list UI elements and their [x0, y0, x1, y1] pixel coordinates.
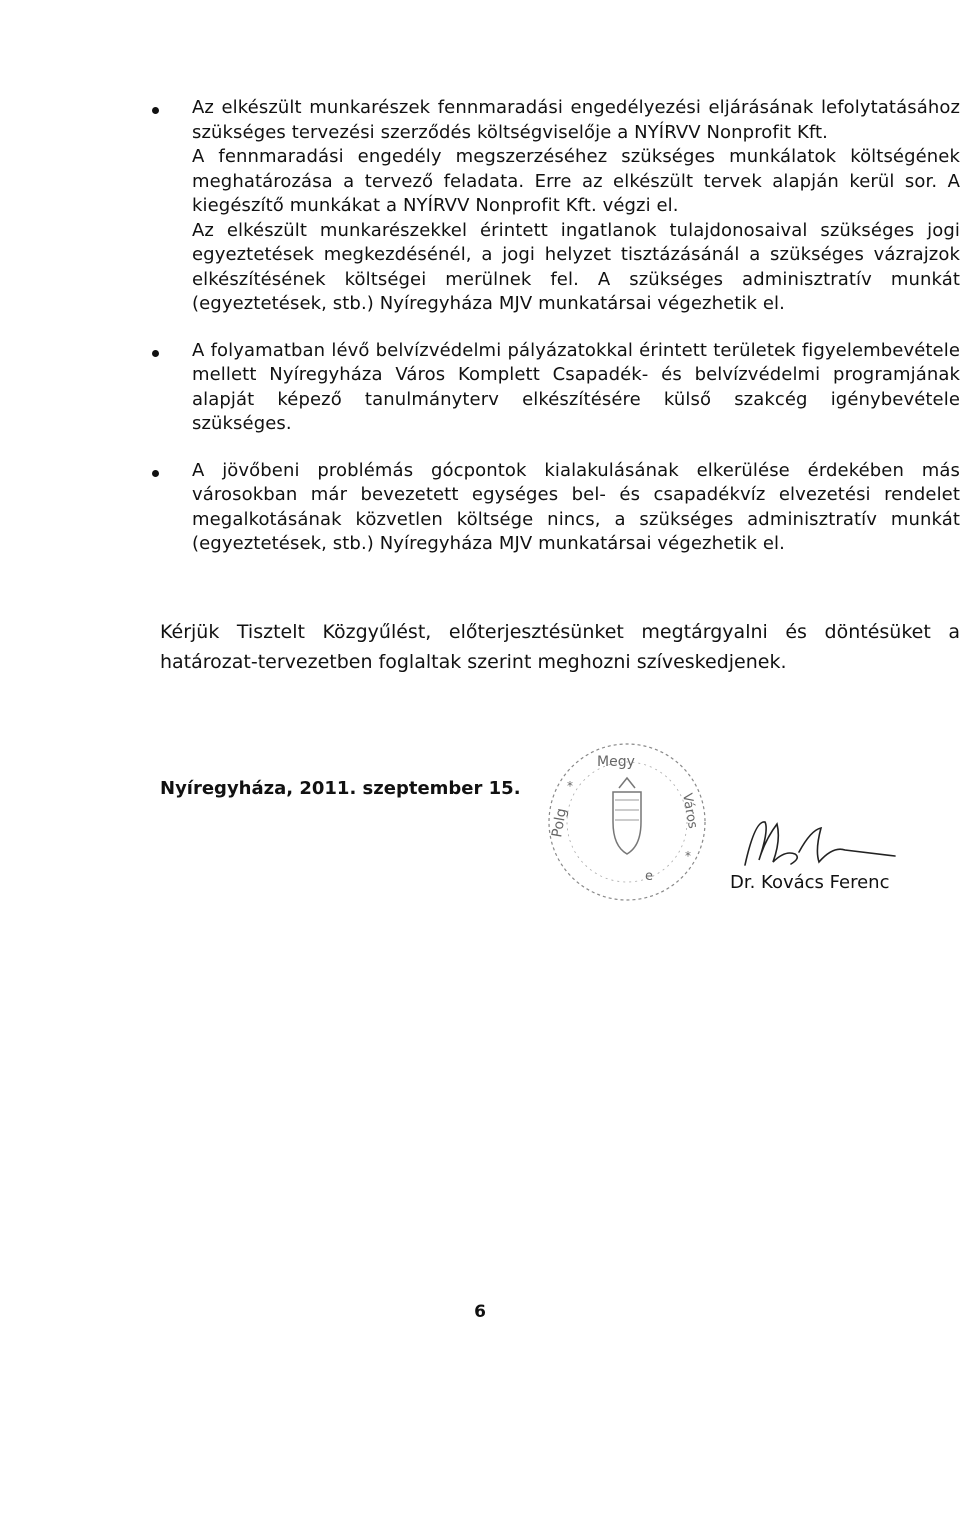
- bullet-dot-icon: [152, 470, 159, 477]
- svg-text:Város: Város: [679, 792, 701, 830]
- svg-text:Polg: Polg: [549, 807, 571, 839]
- list-item: [148, 96, 960, 317]
- list-item: [148, 339, 960, 437]
- closing-paragraph: Kérjük Tisztelt Közgyűlést, előterjesztésünket megtárgyalni és döntésüket a határozat-tervezetben foglaltak szerint meghozni szíveskedjenek.: [160, 621, 960, 673]
- bullet-dot-icon: [152, 107, 159, 114]
- list-item: [148, 459, 960, 557]
- bullet-list: [148, 96, 960, 557]
- official-stamp-icon: [535, 730, 720, 915]
- svg-text:*: *: [685, 849, 691, 863]
- svg-text:*: *: [567, 779, 573, 793]
- page-number: 6: [474, 1302, 486, 1322]
- paragraph: Az elkészült munkarészekkel érintett ingatlanok tulajdonosaival szükséges jogi egyeztetések megkezdésénél, a jogi helyzet tisztázásánál a szükséges vázrajzok elkészítésének költségei merülnek fel. A szükséges adminisztratív munkát (egyeztetések, stb.) Nyíregyháza MJV munkatársai végezhetik el.: [192, 219, 960, 314]
- svg-text:e: e: [645, 869, 653, 884]
- bullet-dot-icon: [152, 350, 159, 357]
- document-date: Nyíregyháza, 2011. szeptember 15.: [160, 778, 521, 799]
- svg-text:Megy: Megy: [597, 754, 635, 770]
- paragraph: A folyamatban lévő belvízvédelmi pályázatokkal érintett területek figyelembevétele mellett Nyíregyháza Város Komplett Csapadék- és belvízvédelmi programjának alapját képező tanulmányterv elkészítésére külső szakcég igénybevétele szükséges.: [192, 339, 960, 434]
- signer-name: Dr. Kovács Ferenc: [730, 872, 890, 893]
- paragraph: A jövőbeni problémás gócpontok kialakulásának elkerülése érdekében más városokban már bevezetett egységes bel- és csapadékvíz elvezetési rendelet megalkotásának közvetlen költsége nincs, a szükséges adminisztratív munkát (egyeztetések, stb.) Nyíregyháza MJV munkatársai végezhetik el.: [192, 459, 960, 554]
- signature-icon: [725, 810, 905, 880]
- paragraph: Az elkészült munkarészek fennmaradási engedélyezési eljárásának lefolytatásához szükséges tervezési szerződés költségviselője a NYÍRVV Nonprofit Kft.: [192, 97, 960, 143]
- paragraph: A fennmaradási engedély megszerzéséhez szükséges munkálatok költségének meghatározása a tervező feladata. Erre az elkészült tervek alapján kerül sor. A kiegészítő munkákat a NYÍRVV Nonprofit Kft. végzi el.: [192, 146, 960, 216]
